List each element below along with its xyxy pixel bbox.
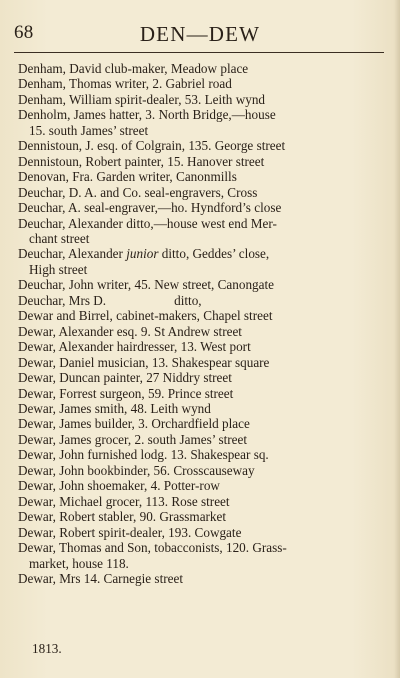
- directory-entry: Dewar, Alexander esq. 9. St Andrew street: [18, 323, 242, 339]
- page-header: [0, 22, 400, 48]
- directory-entry: Dewar, James grocer, 2. south James’ street: [18, 431, 248, 447]
- directory-entry: Deuchar, Mrs D. ditto,: [18, 292, 202, 308]
- directory-entry: Dewar, Daniel musician, 13. Shakespear square: [18, 354, 270, 370]
- directory-entry: Dewar, Robert spirit-dealer, 193. Cowgate: [18, 524, 242, 540]
- directory-entry: Dewar, Robert stabler, 90. Grassmarket: [18, 509, 227, 525]
- directory-entries: [18, 61, 384, 586]
- directory-entry: Denham, William spirit-dealer, 53. Leith wynd: [18, 91, 266, 107]
- italic-qualifier: junior: [126, 246, 159, 262]
- directory-entry: Dewar, John furnished lodg. 13. Shakespear sq.: [18, 447, 269, 463]
- directory-entry: Dewar, James builder, 3. Orchardfield place: [18, 416, 250, 432]
- directory-entry: Deuchar, A. seal-engraver,—ho. Hyndford’s close: [18, 200, 282, 216]
- page-number: 68: [14, 22, 34, 43]
- header-rule: [14, 52, 384, 53]
- directory-entry: Deuchar, D. A. and Co. seal-engravers, Cross: [18, 184, 258, 200]
- directory-entry: Deuchar, Alexander ditto,—house west end Mer- chant street: [18, 216, 384, 247]
- directory-entry: Deuchar, John writer, 45. New street, Canongate: [18, 277, 275, 293]
- directory-entry: Denholm, James hatter, 3. North Bridge,—house 15. south James’ street: [18, 107, 384, 138]
- directory-entry: Dewar, Alexander hairdresser, 13. West port: [18, 339, 251, 355]
- directory-entry: Dewar, Forrest surgeon, 59. Prince street: [18, 385, 234, 401]
- directory-entry: Dewar, John shoemaker, 4. Potter-row: [18, 478, 220, 494]
- entry-continuation: 15. south James’ street: [29, 122, 149, 138]
- directory-entry: Denovan, Fra. Garden writer, Canonmills: [18, 169, 237, 185]
- directory-entry: Dewar, Mrs 14. Carnegie street: [18, 570, 183, 586]
- directory-entry: Dennistoun, Robert painter, 15. Hanover street: [18, 153, 265, 169]
- directory-entry: Dewar, Duncan painter, 27 Niddry street: [18, 370, 232, 386]
- directory-entry: Denham, David club-maker, Meadow place: [18, 61, 249, 76]
- imprint-year: 1813.: [32, 641, 62, 656]
- entry-continuation: chant street: [29, 230, 90, 246]
- running-head: DEN—DEW: [139, 22, 261, 46]
- page-edge-shadow: [394, 0, 400, 678]
- directory-entry: Dewar, Thomas and Son, tobacconists, 120. Grass- market, house 118.: [18, 540, 384, 571]
- directory-entry: Dewar, John bookbinder, 56. Crosscauseway: [18, 462, 255, 478]
- entry-continuation: market, house 118.: [29, 555, 129, 571]
- directory-entry: Dewar and Birrel, cabinet-makers, Chapel street: [18, 308, 273, 324]
- directory-entry: Dewar, Michael grocer, 113. Rose street: [18, 493, 230, 509]
- directory-entry: Deuchar, Alexander junior ditto, Geddes’ close, High street: [18, 246, 384, 277]
- directory-entry: Denham, Thomas writer, 2. Gabriel road: [18, 76, 232, 92]
- entry-continuation: High street: [29, 261, 88, 277]
- directory-entry: Dennistoun, J. esq. of Colgrain, 135. George street: [18, 138, 286, 154]
- directory-entry: Dewar, James smith, 48. Leith wynd: [18, 400, 211, 416]
